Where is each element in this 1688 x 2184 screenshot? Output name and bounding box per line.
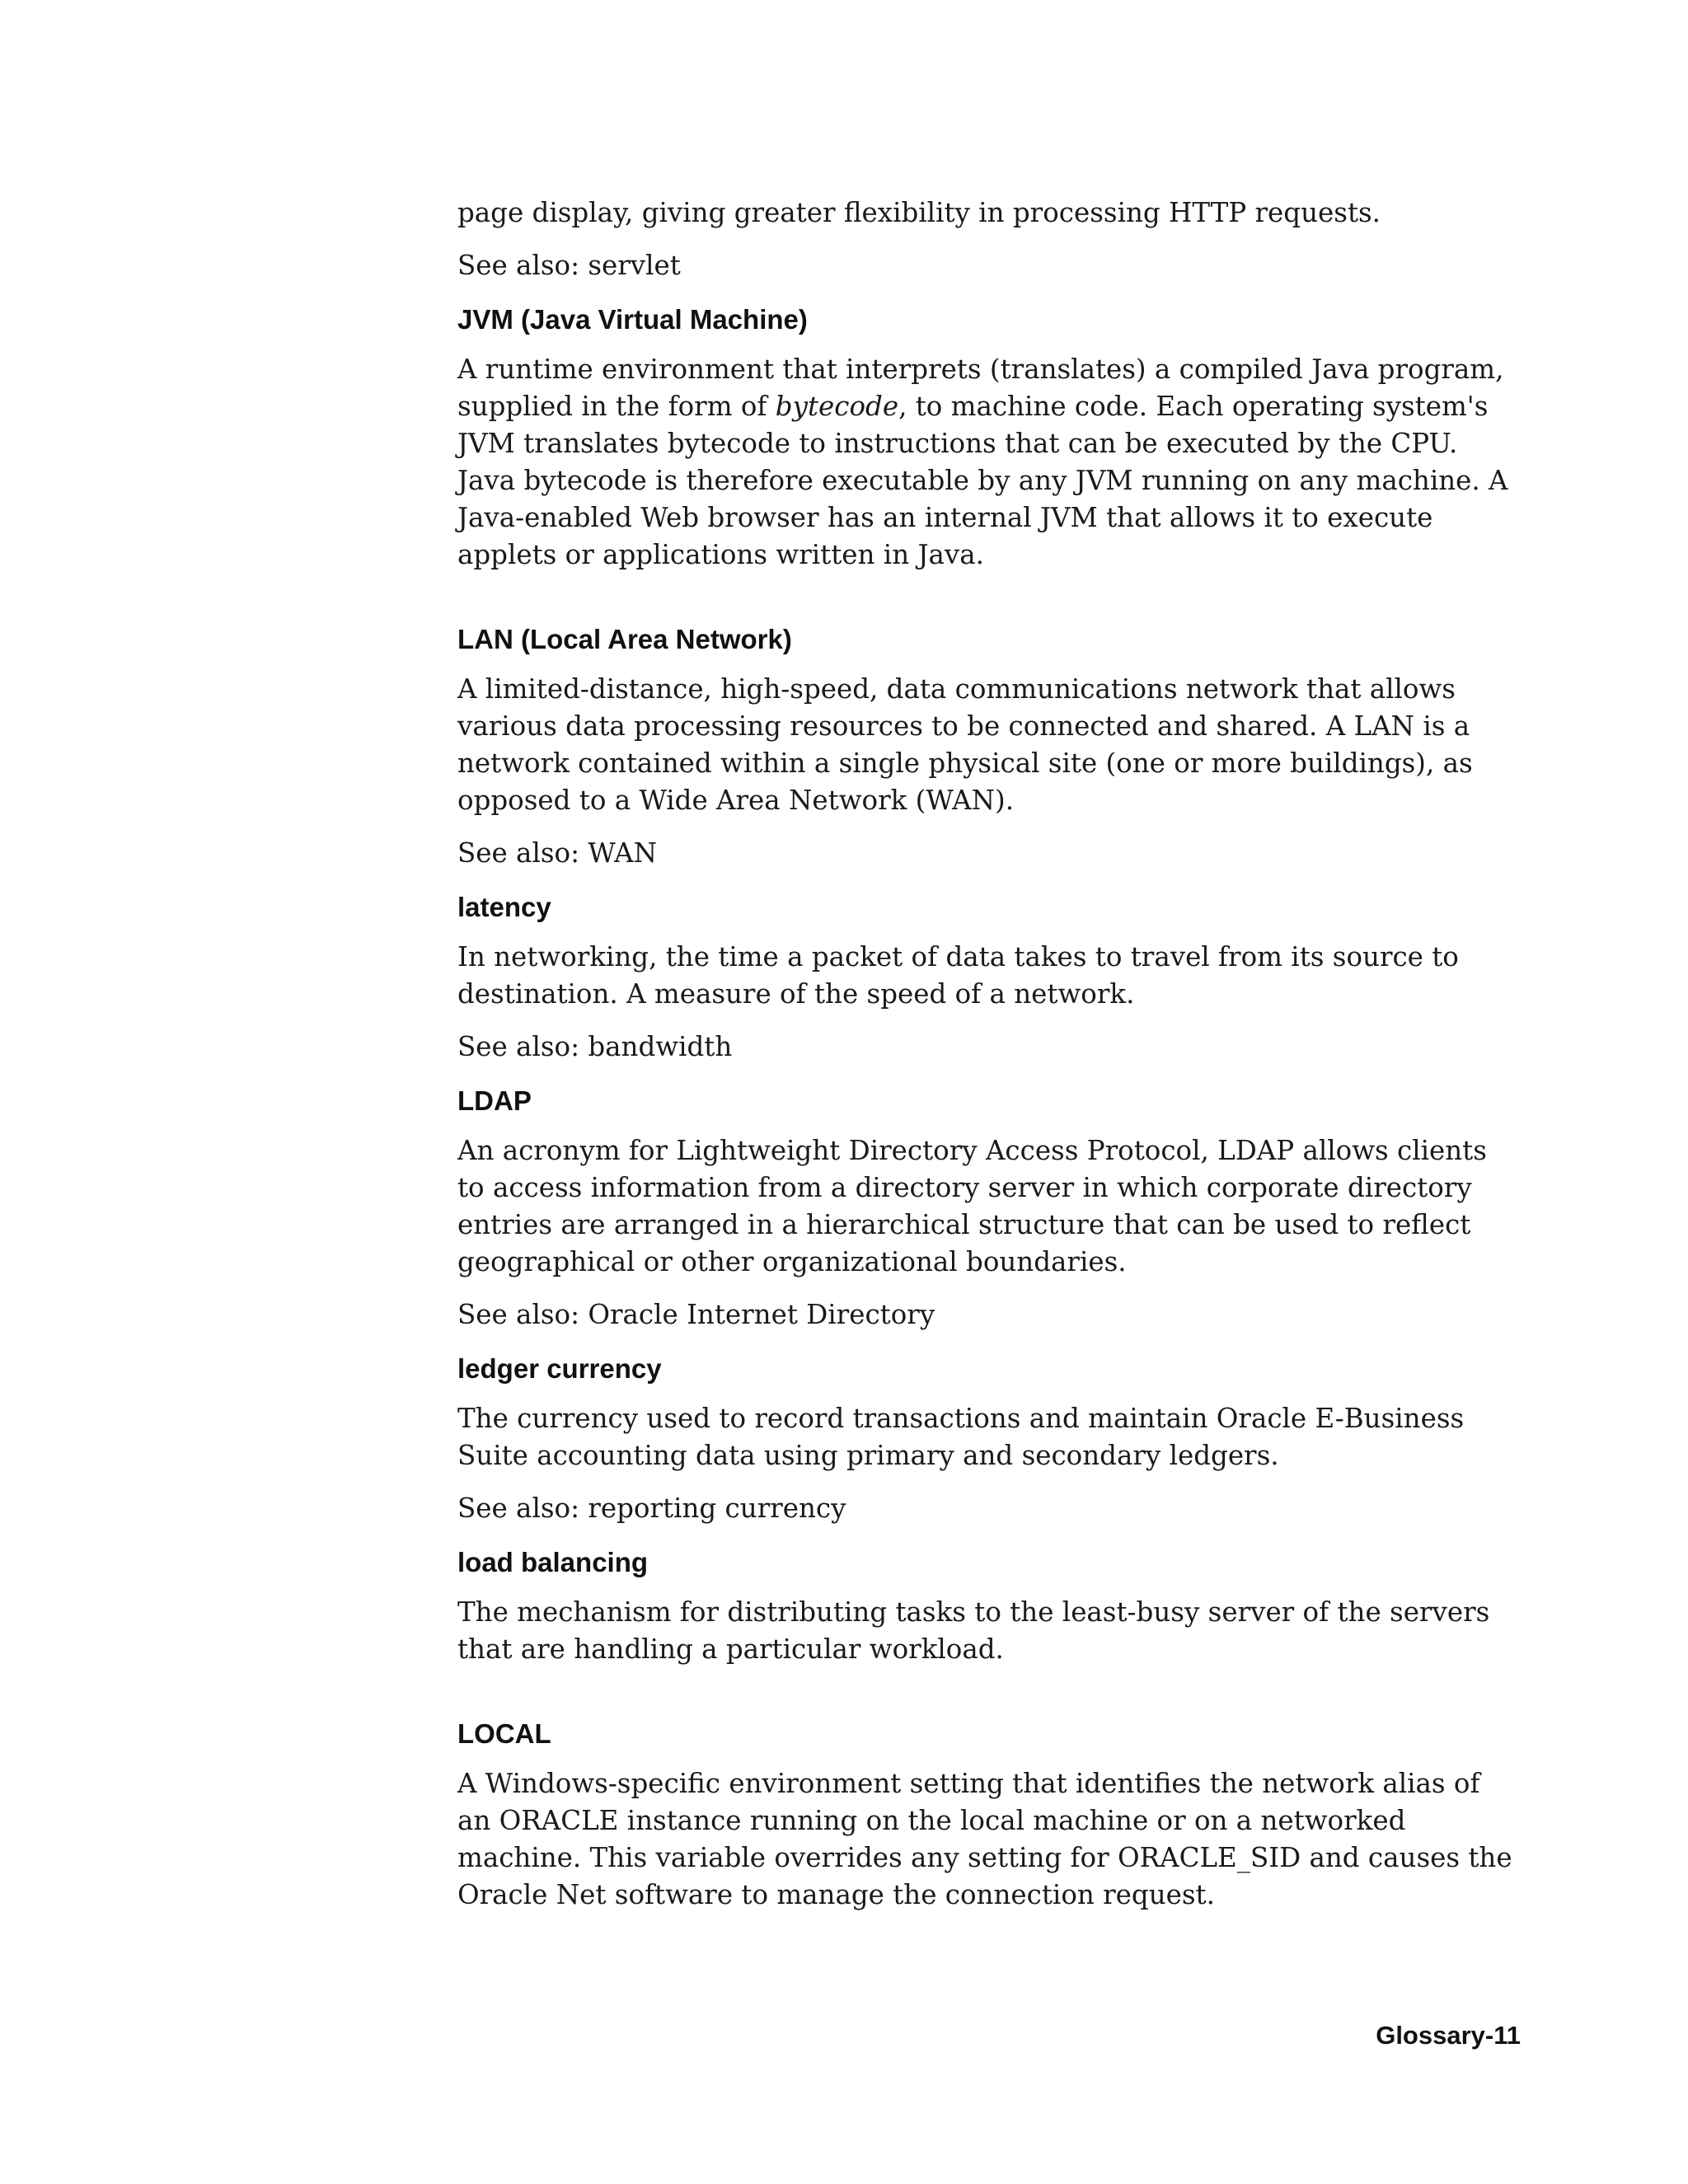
definition-jvm-part2: , to machine code. Each operating system's JVM translates bytecode to instructions that can be executed by the CPU. Java bytecode is therefore executable by any JVM running on any machine. A Java-enabled Web browser has an internal JVM that allows it to execute applets or applications written in Java. (457, 391, 1508, 570)
term-lan: LAN (Local Area Network) (457, 624, 792, 654)
continuation-text: page display, giving greater flexibility in processing HTTP requests. (457, 197, 1381, 228)
definition-jvm-italic: bytecode (775, 391, 899, 422)
definition-load-balancing: The mechanism for distributing tasks to the least-busy server of the servers that are handling a particular workload. (457, 1596, 1490, 1665)
definition-local: A Windows-specific environment setting that identifies the network alias of an ORACLE instance running on the local machine or on a networked machine. This variable overrides any setting for ORACLE_SID and causes the Oracle Net software to manage the connection request. (457, 1768, 1512, 1910)
definition-jvm (457, 351, 1521, 574)
term-latency: latency (457, 892, 551, 922)
definition-lan: A limited-distance, high-speed, data communications network that allows various data processing resources to be connected and shared. A LAN is a network contained within a single physical site (one or more buildings), as opposed to a Wide Area Network (WAN). (457, 673, 1473, 816)
term-ledger-currency: ledger currency (457, 1353, 662, 1384)
term-ldap: LDAP (457, 1085, 532, 1116)
page-number: Glossary-11 (1376, 2021, 1521, 2050)
term-local: LOCAL (457, 1718, 551, 1749)
see-also-reporting-currency: See also: reporting currency (457, 1493, 846, 1524)
glossary-content (457, 194, 1521, 1929)
definition-ledger-currency: The currency used to record transactions and maintain Oracle E-Business Suite accounting data using primary and secondary ledgers. (457, 1403, 1465, 1471)
term-jvm: JVM (Java Virtual Machine) (457, 304, 808, 335)
see-also-wan: See also: WAN (457, 837, 658, 869)
see-also-servlet: See also: servlet (457, 250, 681, 281)
see-also-bandwidth: See also: bandwidth (457, 1031, 733, 1062)
term-load-balancing: load balancing (457, 1547, 649, 1577)
definition-ldap: An acronym for Lightweight Directory Access Protocol, LDAP allows clients to access information from a directory server in which corporate directory entries are arranged in a hierarchical structure that can be used to reflect geographical or other organizational boundaries. (457, 1135, 1487, 1277)
see-also-oracle-internet-directory: See also: Oracle Internet Directory (457, 1299, 935, 1330)
definition-jvm-part1: A runtime environment that interprets (translates) a compiled Java program, supplied in the form of (457, 354, 1504, 422)
definition-latency: In networking, the time a packet of data takes to travel from its source to destination. A measure of the speed of a network. (457, 941, 1459, 1010)
